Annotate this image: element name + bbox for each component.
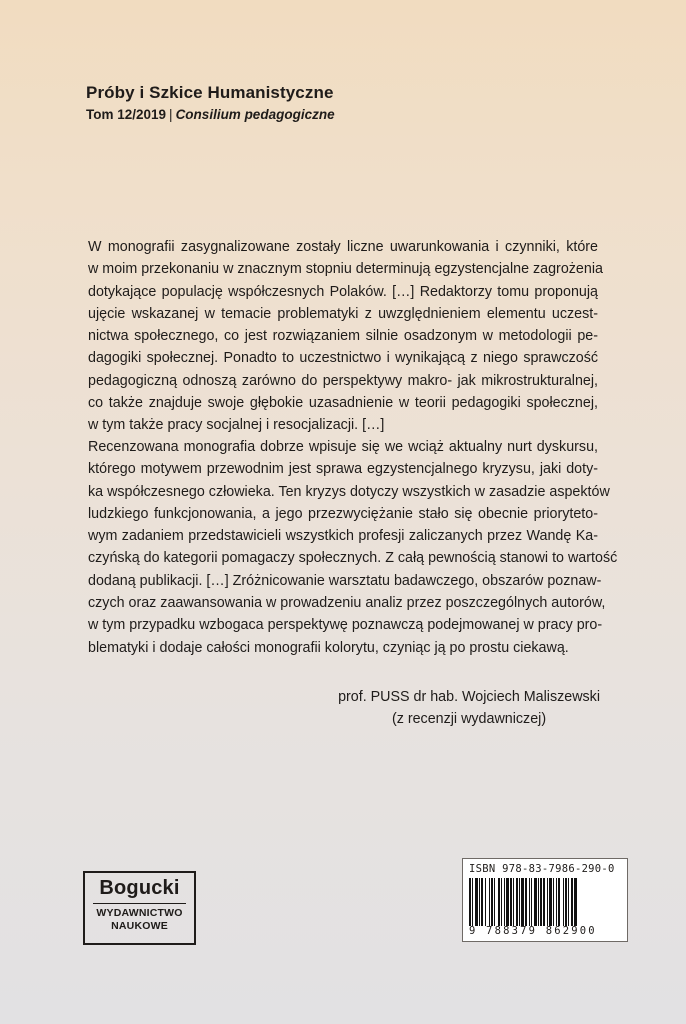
volume-separator: | <box>169 107 173 122</box>
review-source: (z recenzji wydawniczej) <box>391 711 547 727</box>
volume-subtitle: Consilium pedagogiczne <box>175 107 335 122</box>
barcode-stripe <box>491 878 493 926</box>
barcode-stripe <box>574 878 577 926</box>
blurb-paragraph-1 <box>88 236 603 437</box>
barcode-stripe <box>543 878 545 926</box>
blurb-line: ludzkiego funkcjonowania, a jego przezwyciężanie stało się obecnie prioryteto- <box>88 505 598 522</box>
barcode-stripe <box>565 878 567 926</box>
blurb-line: w tym przypadku wzbogaca perspektywę poznawczą podejmowanej w pracy pro- <box>88 617 603 634</box>
barcode-stripe <box>489 878 490 926</box>
barcode-stripe <box>531 878 532 926</box>
barcode-stripe <box>479 878 480 926</box>
publisher-line-1: WYDAWNICTWO <box>96 907 183 919</box>
barcode-stripe <box>475 878 478 926</box>
barcode-stripe <box>568 878 569 926</box>
blurb-line: pedagogiczną odnoszą zarówno do perspektywy makro- jak mikrostrukturalnej, <box>88 372 598 389</box>
barcode-stripe <box>513 878 514 926</box>
blurb-line: czyńską do kategorii pomagaczy społecznych. Z całą pewnością stanowi to wartość <box>88 550 618 567</box>
barcode-stripe <box>516 878 518 926</box>
blurb-line: czych oraz zaawansowania w prowadzeniu analiz przez poszczególnych autorów, <box>88 595 606 612</box>
barcode-stripe <box>485 878 486 926</box>
barcode-stripe <box>547 878 548 926</box>
volume-number: Tom 12/2019 <box>86 107 167 122</box>
blurb-line: ka współczesnego człowieka. Ten kryzys dotyczy wszystkich w zasadzie aspektów <box>88 483 610 500</box>
barcode-stripe <box>563 878 564 926</box>
blurb-line: w tym także pracy socjalnej i resocjalizacji. […] <box>88 417 385 434</box>
blurb-line: dodaną publikacji. […] Zróżnicowanie warsztatu badawczego, obszarów poznaw- <box>88 572 602 589</box>
isbn-barcode <box>462 858 628 942</box>
publisher-logo <box>83 871 196 945</box>
blurb-line: Recenzowana monografia dobrze wpisuje się we wciąż aktualny nurt dyskursu, <box>88 439 598 455</box>
blurb-line: blematyki i dodaje całości monografii kolorytu, czyniąc ją po prostu ciekawą. <box>88 639 569 656</box>
barcode-stripe <box>538 878 539 926</box>
review-signature <box>338 686 600 730</box>
barcode-stripe <box>556 878 557 926</box>
barcode-stripe <box>529 878 530 926</box>
barcode-stripe <box>553 878 554 926</box>
blurb-line: którego motywem przewodnim jest sprawa egzystencjalnego kryzysu, jaki doty- <box>88 461 598 478</box>
barcode-stripe <box>504 878 505 926</box>
barcode-stripe <box>506 878 509 926</box>
barcode-stripe <box>540 878 542 926</box>
blurb-line: ujęcie wskazanej w temacie problematyki z uwzględnieniem elementu uczest- <box>88 305 598 322</box>
blurb-line: dagogiki społecznej. Ponadto to uczestnictwo i wynikającą z niego sprawczość <box>88 350 598 367</box>
reviewer-name: prof. PUSS dr hab. Wojciech Maliszewski <box>338 689 600 705</box>
blurb-line: wym zadaniem przedstawicieli wszystkich profesji zaliczanych przez Wandę Ka- <box>88 528 598 545</box>
barcode-stripe <box>469 878 471 926</box>
barcode-icon <box>469 878 623 926</box>
blurb-line: co także znajduje swoje głębokie uzasadnienie w teorii pedagogiki społecznej, <box>88 395 598 412</box>
barcode-digits: 9 788379 862900 <box>469 925 597 937</box>
barcode-stripe <box>571 878 573 926</box>
volume-line <box>86 107 335 122</box>
publisher-line-2: NAUKOWE <box>111 920 168 932</box>
blurb-line: w moim przekonaniu w znacznym stopniu determinują egzystencjalne zagrożenia <box>88 261 603 278</box>
barcode-stripe <box>472 878 473 926</box>
blurb-line: dotykające populację współczesnych Polaków. […] Redaktorzy tomu proponują <box>88 283 598 300</box>
barcode-stripe <box>510 878 512 926</box>
blurb-paragraph-2 <box>88 436 618 659</box>
barcode-stripe <box>525 878 527 926</box>
barcode-stripe <box>534 878 537 926</box>
barcode-stripe <box>519 878 520 926</box>
barcode-stripe <box>521 878 524 926</box>
barcode-stripe <box>549 878 552 926</box>
blurb-line: nictwa społecznego, co jest rozwiązaniem silnie osadzonym w metodologii pe- <box>88 328 598 345</box>
barcode-stripe <box>501 878 502 926</box>
barcode-stripe <box>498 878 500 926</box>
isbn-label: ISBN 978-83-7986-290-0 <box>469 863 615 875</box>
barcode-stripe <box>494 878 495 926</box>
blurb-line: W monografii zasygnalizowane zostały liczne uwarunkowania i czynniki, które <box>88 239 598 255</box>
barcode-stripe <box>481 878 483 926</box>
publisher-logo-rule <box>93 903 186 904</box>
publisher-name: Bogucki <box>99 877 180 899</box>
series-title: Próby i Szkice Humanistyczne <box>86 83 334 102</box>
barcode-stripe <box>558 878 560 926</box>
